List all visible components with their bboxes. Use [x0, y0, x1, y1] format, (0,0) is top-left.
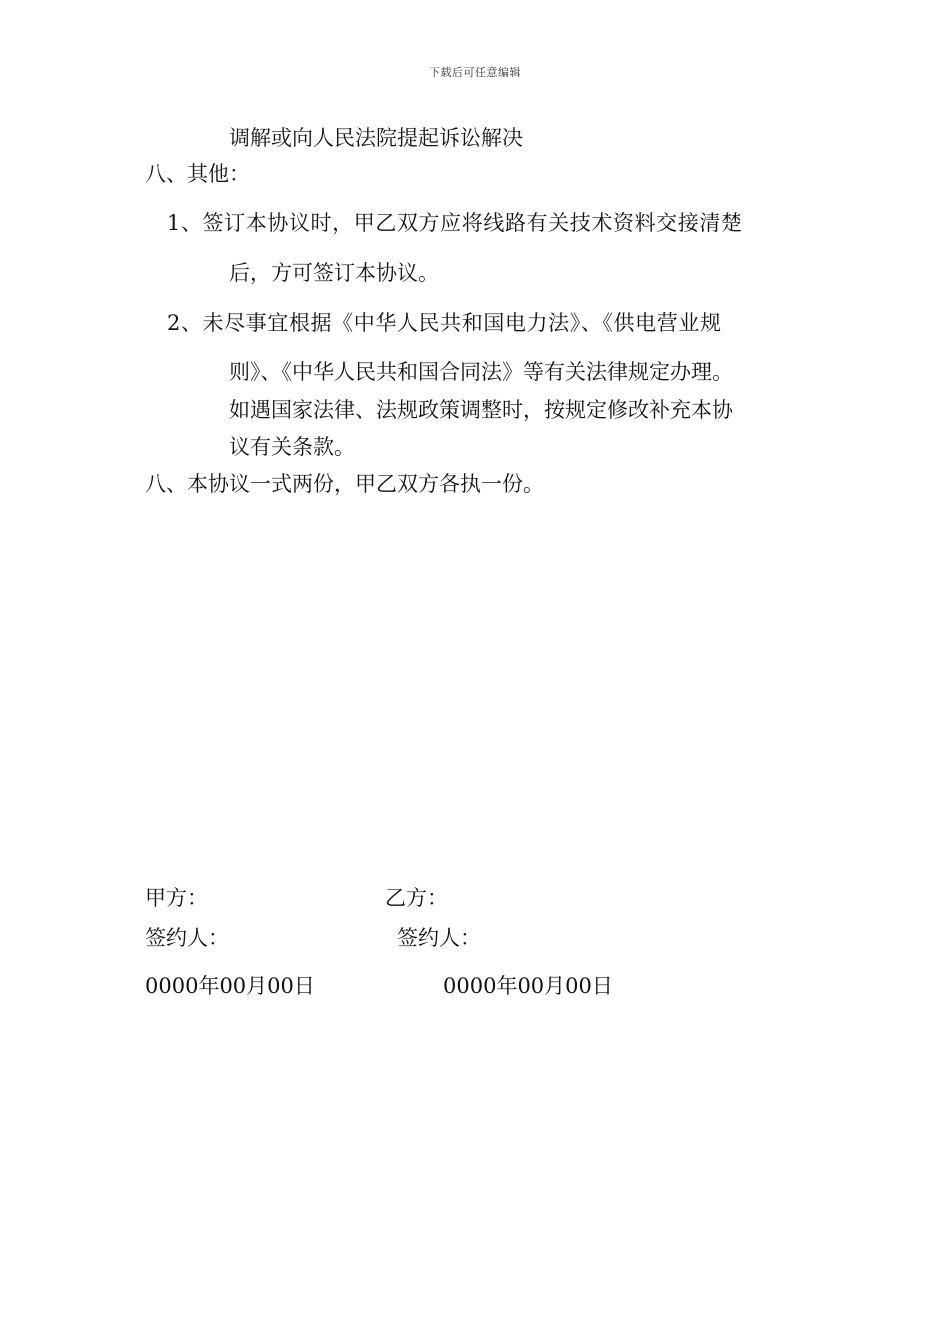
header-note: 下载后可任意编辑: [429, 66, 521, 79]
party-a-date: 0000年00月00日: [145, 974, 315, 998]
party-b-signer-label: 签约人：: [397, 926, 481, 950]
clause-item-2-continued: 议有关条款。: [229, 435, 355, 459]
clause-item-2: 2、未尽事宜根据《中华人民共和国电力法》、《供电营业规: [167, 311, 722, 335]
clause-item-2-continued: 则》、《中华人民共和国合同法》等有关法律规定办理。: [229, 360, 733, 384]
clause-item-2-continued: 如遇国家法律、法规政策调整时，按规定修改补充本协: [229, 398, 733, 422]
clause-item-1: 1、签订本协议时，甲乙双方应将线路有关技术资料交接清楚: [167, 211, 743, 235]
section-heading-other: 八、其他：: [145, 162, 250, 186]
section-copies-clause: 八、本协议一式两份，甲乙双方各执一份。: [145, 472, 544, 496]
clause-text-line: 调解或向人民法院提起诉讼解决: [229, 126, 523, 150]
party-b-label: 乙方：: [385, 886, 448, 910]
party-b-date: 0000年00月00日: [443, 974, 613, 998]
party-a-signer-label: 签约人：: [145, 926, 229, 950]
party-a-label: 甲方：: [145, 886, 208, 910]
clause-item-1-continued: 后，方可签订本协议。: [229, 261, 439, 285]
